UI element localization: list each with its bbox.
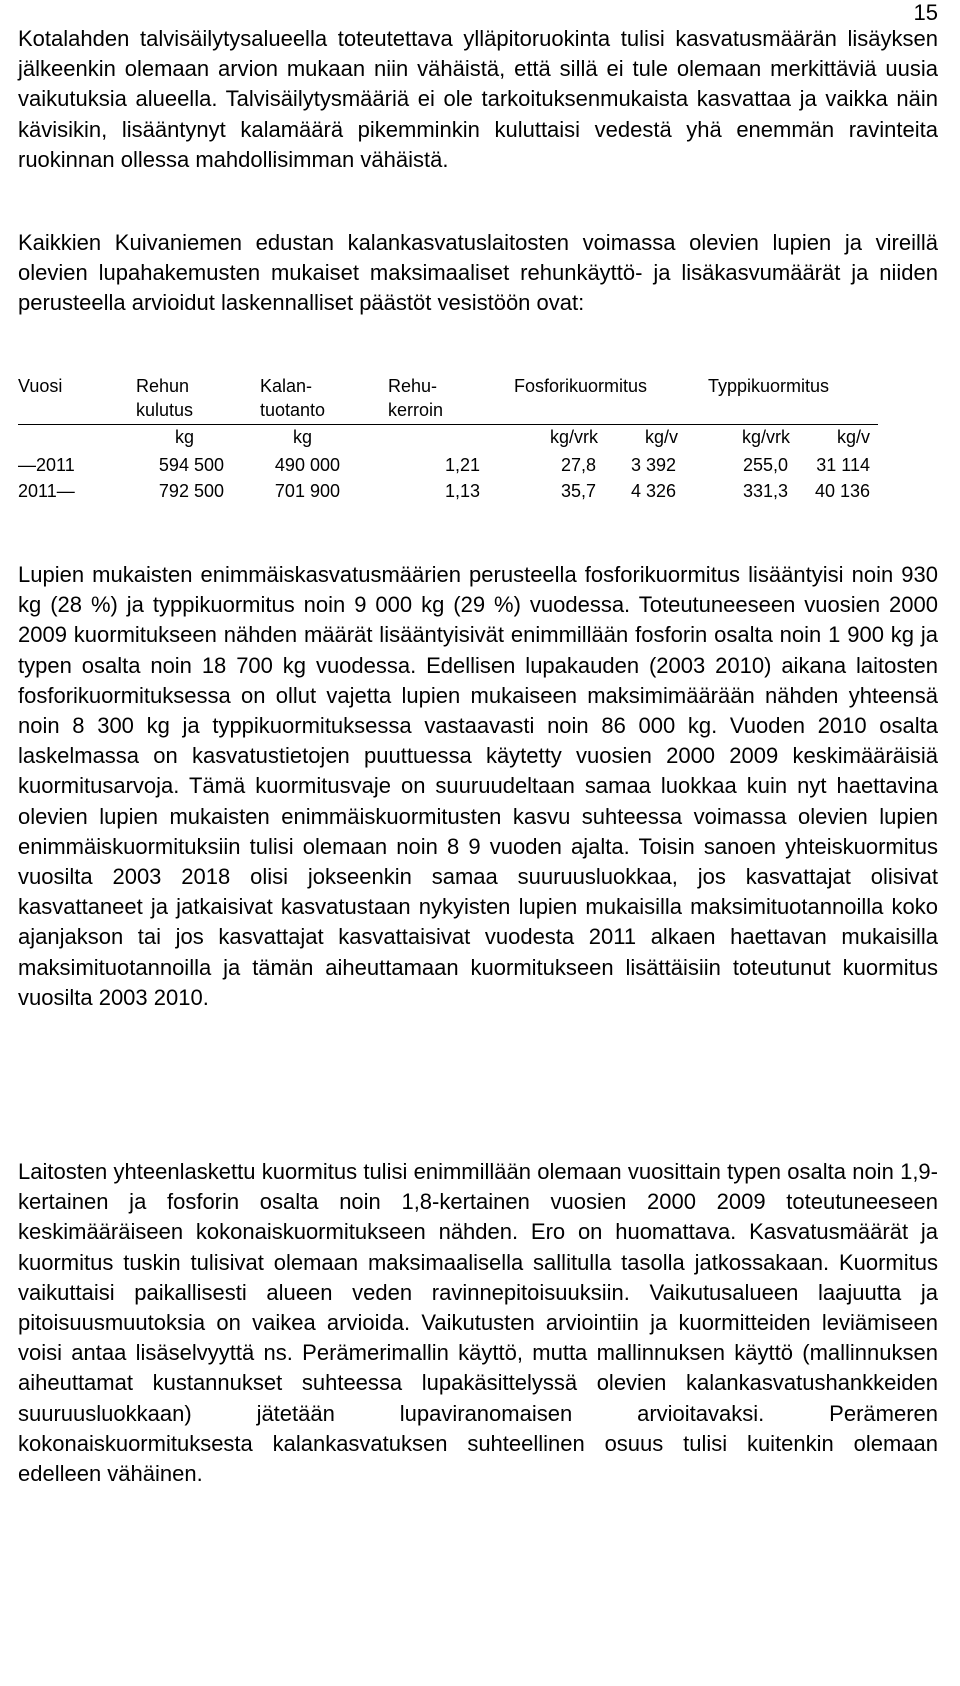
row2-vuosi: 2011— (18, 481, 75, 501)
row2-n-v: 40 136 (814, 481, 870, 501)
unit-n-v: kg/v (836, 427, 870, 447)
unit-p-v: kg/v (644, 427, 678, 447)
col-header-fosfori: Fosforikuormitus (514, 376, 648, 396)
col-header-rehun: Rehun (136, 376, 190, 396)
row2-p-v: 4 326 (630, 481, 676, 501)
row2-kerroin: 1,13 (444, 481, 480, 501)
row1-p-v: 3 392 (630, 455, 676, 475)
paragraph-4: Laitosten yhteenlaskettu kuormitus tulisi enimmillään olemaan vuosittain typen osalta noin 1,9-kertainen ja fosforin osalta noin 1,8-kertainen vuosien 2000 2009 toteutuneeseen keskimääräiseen kokonaiskuormitukseen nähden. Ero on huomattava. Kasvatusmäärät ja kuormitus tuskin tulisivat olemaan maksimaalisella sallitulla tasolla jatkossakaan. Kuormitus vaikuttaisi paikallisesti alueen veden ravinnepitoisuuksiin. Vaikutusalueen laajuutta ja pitoisuusmuutoksia on vaikea arvioida. Vaikutusten arviointiin ja kuormitteiden leviämiseen voisi antaa lisäselvyyttä ns. Perämerimallin käyttö, mutta mallinnuksen käyttö (mallinnuksen aiheuttamat kustannukset suhteessa lupakäsittelyssä olevien kalankasvatushankkeiden suuruusluokkaan) jätetään lupaviranomaisen arvioitavaksi. Perämeren kokonaiskuormituksesta kalankasvatuksen suhteellinen osuus tulisi kuitenkin olemaan edelleen vähäinen. (18, 1159, 938, 1487)
paragraph-1: Kotalahden talvisäilytysalueella toteutettava ylläpitoruokinta tulisi kasvatusmäärän lisäyksen jälkeenkin olemaan arvion mukaan niin vähäistä, että sillä ei tule olemaan merkittäviä uusia vaikutuksia alueella. Talvisäilytysmääriä ei ole tarkoituksenmukaista kasvattaa ja vaikka näin kävisikin, lisääntynyt kalamäärä pikemminkin kuluttaisi vedestä yhä enemmän ravinteita ruokinnan ollessa mahdollisimman vähäistä. (18, 26, 938, 172)
col-header-kerroin: kerroin (388, 400, 444, 420)
unit-n-vrk: kg/vrk (741, 427, 790, 447)
col-header-tuotanto: tuotanto (260, 400, 326, 420)
row1-n-vrk: 255,0 (742, 455, 788, 475)
row2-kala: 701 900 (274, 481, 340, 501)
unit-p-vrk: kg/vrk (549, 427, 598, 447)
col-header-typpi: Typpikuormitus (708, 376, 830, 396)
unit-kala: kg (292, 427, 312, 447)
row1-p-vrk: 27,8 (560, 455, 596, 475)
table-header-rule (18, 424, 878, 425)
row1-n-v: 31 114 (816, 455, 870, 475)
paragraph-2: Kaikkien Kuivaniemen edustan kalankasvatuslaitosten voimassa olevien lupien ja vireillä olevien lupahakemusten mukaiset maksimaaliset rehunkäyttö- ja lisäkasvumäärät ja niiden perusteella arvioidut laskennalliset päästöt vesistöön ovat: (18, 230, 938, 316)
row1-rehu: 594 500 (158, 455, 224, 475)
col-header-kulutus: kulutus (136, 400, 194, 420)
page-number: 15 (913, 0, 938, 25)
row1-kerroin: 1,21 (444, 455, 480, 475)
row1-vuosi: —2011 (18, 455, 75, 475)
unit-rehu: kg (174, 427, 194, 447)
row2-rehu: 792 500 (158, 481, 224, 501)
col-header-kalan: Kalan- (260, 376, 313, 396)
col-header-rehu: Rehu- (388, 376, 438, 396)
paragraph-3: Lupien mukaisten enimmäiskasvatusmäärien perusteella fosforikuormitus lisääntyisi noin 930 kg (28 %) ja typpikuormitus noin 9 000 kg (29 %) vuodessa. Toteutuneeseen vuosien 2000 2009 kuormitukseen nähden määrät lisääntyisivät enimmillään fosforin osalta noin 1 900 kg ja typen osalta noin 18 700 kg vuodessa. Edellisen lupakauden (2003 2010) aikana laitosten fosforikuormituksessa on ollut vajetta lupien mukaiseen maksimimäärään nähden yhteensä noin 8 300 kg ja typpikuormituksessa vastaavasti noin 86 000 kg. Vuoden 2010 osalta laskelmassa on kasvatustietojen puuttuessa käytetty vuosien 2000 2009 keskimääräisiä kuormitusarvoja. Tämä kuormitusvaje on suuruudeltaan samaa luokkaa kuin nyt haettavina olevien lupien mukaisten enimmäiskuormitusten kasvu suhteessa voimassa olevien lupien enimmäiskuormituksiin tulisi olemaan noin 8 9 vuoden ajalta. Toisin sanoen yhteiskuormitus vuosilta 2003 2018 olisi jokseenkin samaa suuruusluokkaa, jos kasvattajat olisivat kasvattaneet ja jatkaisivat kasvatustaan nykyisten lupien mukaisilla maksimituotannoilla koko ajanjakson tai jos kasvattajat kasvattaisivat vuodesta 2011 alkaen haettavan mukaisilla maksimituotannoilla ja tämän aiheuttamaan kuormitukseen lisättäisiin toteutunut kuormitus vuosilta 2003 2010. (18, 562, 938, 1010)
row1-kala: 490 000 (274, 455, 340, 475)
col-header-vuosi: Vuosi (18, 376, 63, 396)
row2-p-vrk: 35,7 (560, 481, 596, 501)
row2-n-vrk: 331,3 (742, 481, 788, 501)
